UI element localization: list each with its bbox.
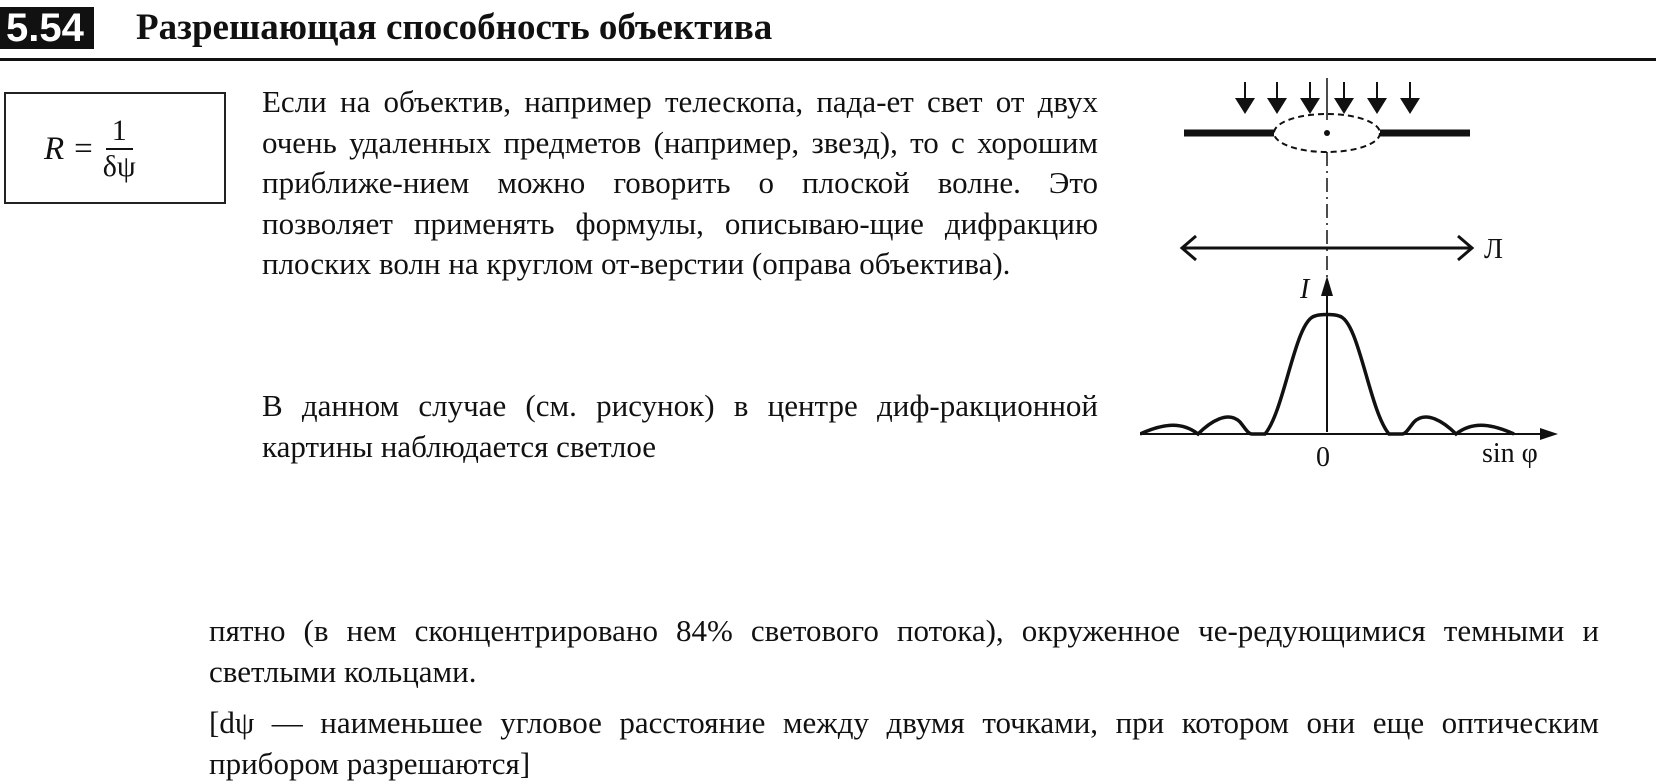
resolving-power-formula xyxy=(44,114,136,184)
paragraph-1: Если на объектив, например телескопа, пада-ет свет от двух очень удаленных предметов (например, звезд), то с хорошим приближе-нием можно говорить о плоской волне. Это позволяет применять формулы, описываю-щие дифракцию плоских волн на круглом от-верстии (оправа объектива). xyxy=(262,84,1098,281)
intensity-axis-arrowhead xyxy=(1321,276,1333,296)
section-title: Разрешающая способность объектива xyxy=(136,7,773,48)
formula-lhs: R xyxy=(44,130,65,167)
sin-phi-axis-arrowhead xyxy=(1540,428,1558,440)
sin-phi-label: sin φ xyxy=(1482,438,1538,469)
section-header xyxy=(0,0,1656,62)
formula-denominator: δψ xyxy=(102,150,136,183)
paragraph-2: В данном случае (см. рисунок) в центре диф-ракционной картины наблюдается светлое xyxy=(262,388,1098,464)
header-rule xyxy=(0,58,1656,61)
lens-label: Л xyxy=(1484,234,1503,265)
formula-equals: = xyxy=(74,130,93,167)
note-paragraph: [dψ — наименьшее угловое расстояние между двумя точками, при котором они еще оптическим прибором разрешаются] xyxy=(209,705,1599,781)
section-number: 5.54 xyxy=(0,7,94,49)
paragraph-3: пятно (в нем сконцентрировано 84% светового потока), окруженное че-редующимися темными и светлыми кольцами. xyxy=(209,613,1599,689)
diffraction-figure xyxy=(1140,70,1640,480)
formula-box xyxy=(4,92,226,204)
origin-label: 0 xyxy=(1316,442,1330,473)
formula-numerator: 1 xyxy=(106,114,133,150)
formula-fraction xyxy=(103,114,136,184)
lens-center-dot xyxy=(1324,130,1330,136)
intensity-label: I xyxy=(1300,274,1310,305)
